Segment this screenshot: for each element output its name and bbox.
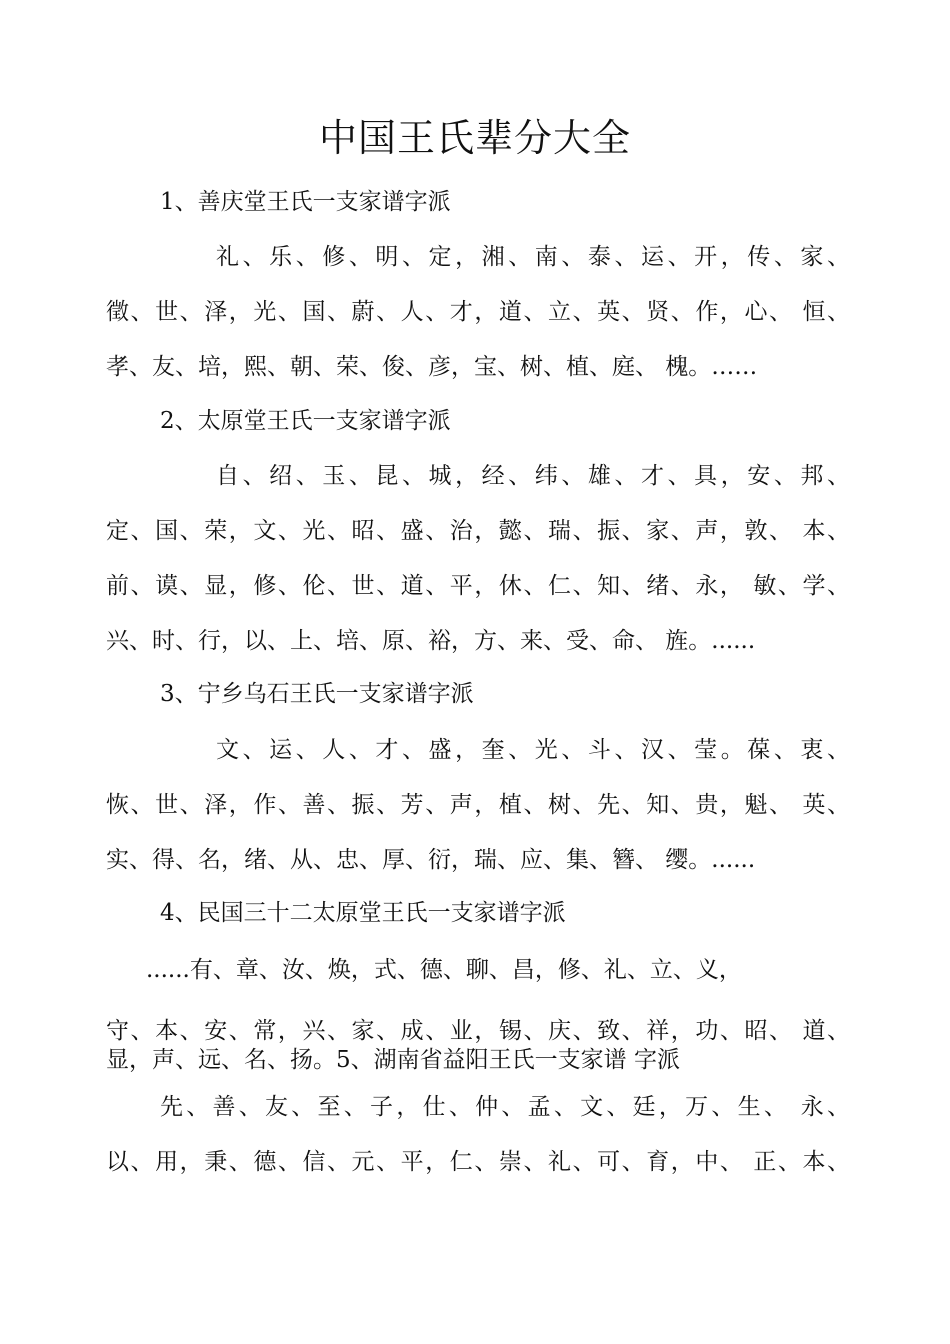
section-heading: 3、宁乡乌石王氏一支家谱字派 [160,681,474,707]
text-line: 守、本、安、常，兴、家、成、业，锡、庆、致、祥，功、昭、 道、 [106,1018,850,1044]
text-line: 定、国、荣，文、光、昭、盛、治，懿、瑞、振、家、声，敦、 本、 [106,518,850,544]
text-line: ......有、章、汝、焕，式、德、聊、昌，修、礼、立、义， [146,957,742,983]
text-line: 以、用，秉、德、信、元、平，仁、崇、礼、可、育，中、 正、本、 [106,1149,850,1175]
text-line: 徵、世、泽，光、国、蔚、人、才，道、立、英、贤、作，心、 恒、 [106,299,850,325]
text-line: 文、运、人、才、盛，奎、光、斗、汉、莹。葆、衷、 [216,737,850,763]
section-heading: 2、太原堂王氏一支家谱字派 [160,408,451,434]
text-line: 自、绍、玉、昆、城，经、纬、雄、才、具，安、邦、 [216,463,850,489]
text-line: 显，声、远、名、扬。5、湖南省益阳王氏一支家谱 字派 [106,1047,680,1073]
text-line: 恢、世、泽，作、善、振、芳、声，植、树、先、知、贵，魁、 英、 [106,792,850,818]
text-line: 兴、时、行，以、上、培、原、裕，方、来、受、命、 旌。...... [106,628,756,654]
text-line: 孝、友、培，熙、朝、荣、俊、彦，宝、树、植、庭、 槐。…… [106,354,758,380]
page-title: 中国王氏辈分大全 [318,116,631,160]
section-heading: 1、善庆堂王氏一支家谱字派 [160,189,451,215]
text-line: 前、谟、显，修、伦、世、道、平，休、仁、知、绪、永， 敏、学、 [106,573,850,599]
section-heading: 4、民国三十二太原堂王氏一支家谱字派 [160,900,566,926]
text-line: 礼、乐、修、明、定，湘、南、泰、运、开，传、家、 [216,244,850,270]
text-line: 实、得、名，绪、从、忠、厚、衍，瑞、应、集、簪、 缨。...... [106,847,756,873]
text-line: 先、善、友、至、子，仕、仲、孟、文、廷，万、生、 永、 [160,1094,850,1120]
